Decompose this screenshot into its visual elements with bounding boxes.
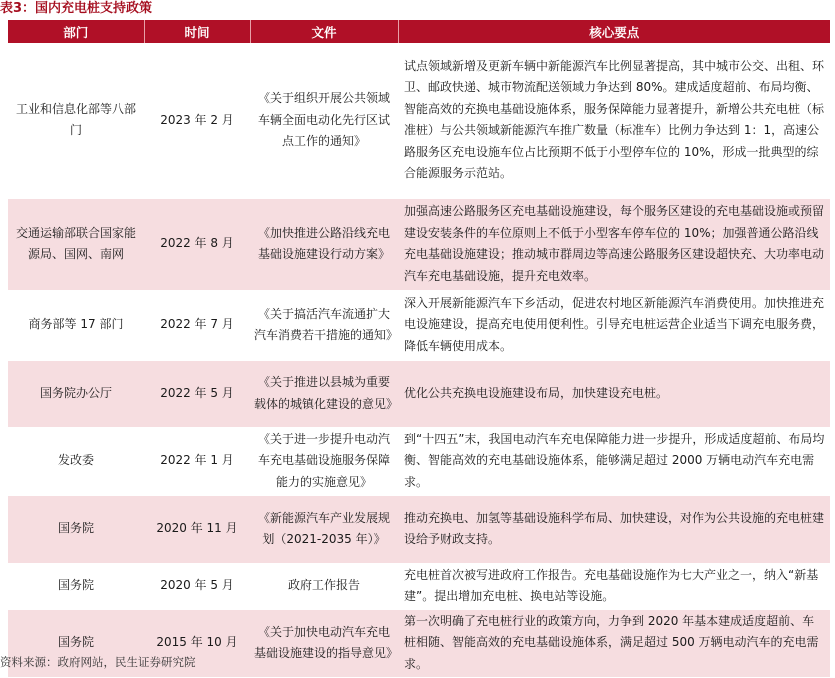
table-row bbox=[8, 43, 830, 198]
table-row bbox=[8, 495, 830, 563]
header-document: 文件 bbox=[250, 20, 398, 43]
cell-document: 政府工作报告 bbox=[250, 563, 398, 609]
cell-date: 2020 年 11 月 bbox=[144, 495, 250, 563]
cell-key-points: 推动充换电、加氢等基础设施科学布局、加快建设，对作为公共设施的充电桩建设给予财政支持。 bbox=[398, 495, 830, 563]
cell-dept: 国务院办公厅 bbox=[8, 360, 144, 427]
cell-document: 《关于加快电动汽车充电基础设施建设的指导意见》 bbox=[250, 609, 398, 677]
cell-document: 《新能源汽车产业发展规划（2021-2035 年）》 bbox=[250, 495, 398, 563]
table-row bbox=[8, 290, 830, 360]
cell-document: 《关于搞活汽车流通扩大汽车消费若干措施的通知》 bbox=[250, 290, 398, 360]
cell-key-points: 优化公共充换电设施建设布局，加快建设充电桩。 bbox=[398, 360, 830, 427]
cell-date: 2022 年 8 月 bbox=[144, 198, 250, 290]
cell-date: 2020 年 5 月 bbox=[144, 563, 250, 609]
cell-dept: 商务部等 17 部门 bbox=[8, 290, 144, 360]
cell-key-points: 加强高速公路服务区充电基础设施建设，每个服务区建设的充电基础设施或预留建设安装条件的车位原则上不低于小型客车停车位的 10%；加强普通公路沿线充电基础设施建设；推动城市群周边等高速公路服务区建设超快充、大功率电动汽车充电基础设施，提升充电效率。 bbox=[398, 198, 830, 290]
table-row bbox=[8, 360, 830, 427]
header-dept: 部门 bbox=[8, 20, 144, 43]
cell-document: 《关于推进以县城为重要载体的城镇化建设的意见》 bbox=[250, 360, 398, 427]
cell-dept: 发改委 bbox=[8, 427, 144, 495]
cell-date: 2022 年 1 月 bbox=[144, 427, 250, 495]
cell-document: 《加快推进公路沿线充电基础设施建设行动方案》 bbox=[250, 198, 398, 290]
header-key-points: 核心要点 bbox=[398, 20, 830, 43]
cell-dept: 国务院 bbox=[8, 609, 144, 677]
cell-date: 2022 年 5 月 bbox=[144, 360, 250, 427]
cell-key-points: 深入开展新能源汽车下乡活动，促进农村地区新能源汽车消费使用。加快推进充电设施建设，提高充电使用便利性。引导充电桩运营企业适当下调充电服务费，降低车辆使用成本。 bbox=[398, 290, 830, 360]
cell-key-points: 试点领域新增及更新车辆中新能源汽车比例显著提高，其中城市公交、出租、环卫、邮政快递、城市物流配送领域力争达到 80%。建成适度超前、布局均衡、智能高效的充换电基础设施体系，服务保障能力显著提升，新增公共充电桩（标准桩）与公共领域新能源汽车推广数量（标准车）比例力争达到 1：1，高速公路服务区充电设施车位占比预期不低于小型停车位的 10%，形成一批典型的综合能源服务示范站。 bbox=[398, 43, 830, 198]
cell-key-points: 充电桩首次被写进政府工作报告。充电基础设施作为七大产业之一，纳入“新基建”。提出增加充电桩、换电站等设施。 bbox=[398, 563, 830, 609]
cell-key-points: 到“十四五”末，我国电动汽车充电保障能力进一步提升，形成适度超前、布局均衡、智能高效的充电基础设施体系，能够满足超过 2000 万辆电动汽车充电需求。 bbox=[398, 427, 830, 495]
cell-date: 2022 年 7 月 bbox=[144, 290, 250, 360]
table-row bbox=[8, 198, 830, 290]
cell-dept: 工业和信息化部等八部门 bbox=[8, 43, 144, 198]
cell-dept: 国务院 bbox=[8, 563, 144, 609]
cell-date: 2023 年 2 月 bbox=[144, 43, 250, 198]
cell-document: 《关于组织开展公共领域车辆全面电动化先行区试点工作的通知》 bbox=[250, 43, 398, 198]
table-row bbox=[8, 427, 830, 495]
header-date: 时间 bbox=[144, 20, 250, 43]
cell-key-points: 第一次明确了充电桩行业的政策方向，力争到 2020 年基本建成适度超前、车桩相随、智能高效的充电基础设施体系，满足超过 500 万辆电动汽车的充电需求。 bbox=[398, 609, 830, 677]
table-title: 表3：国内充电桩支持政策 bbox=[0, 1, 153, 16]
cell-document: 《关于进一步提升电动汽车充电基础设施服务保障能力的实施意见》 bbox=[250, 427, 398, 495]
table-row bbox=[8, 563, 830, 609]
policy-table bbox=[8, 20, 830, 678]
source-note: 资料来源：政府网站，民生证券研究院 bbox=[0, 655, 196, 669]
cell-dept: 交通运输部联合国家能源局、国网、南网 bbox=[8, 198, 144, 290]
cell-date: 2015 年 10 月 bbox=[144, 609, 250, 677]
header-row bbox=[8, 20, 830, 43]
cell-dept: 国务院 bbox=[8, 495, 144, 563]
